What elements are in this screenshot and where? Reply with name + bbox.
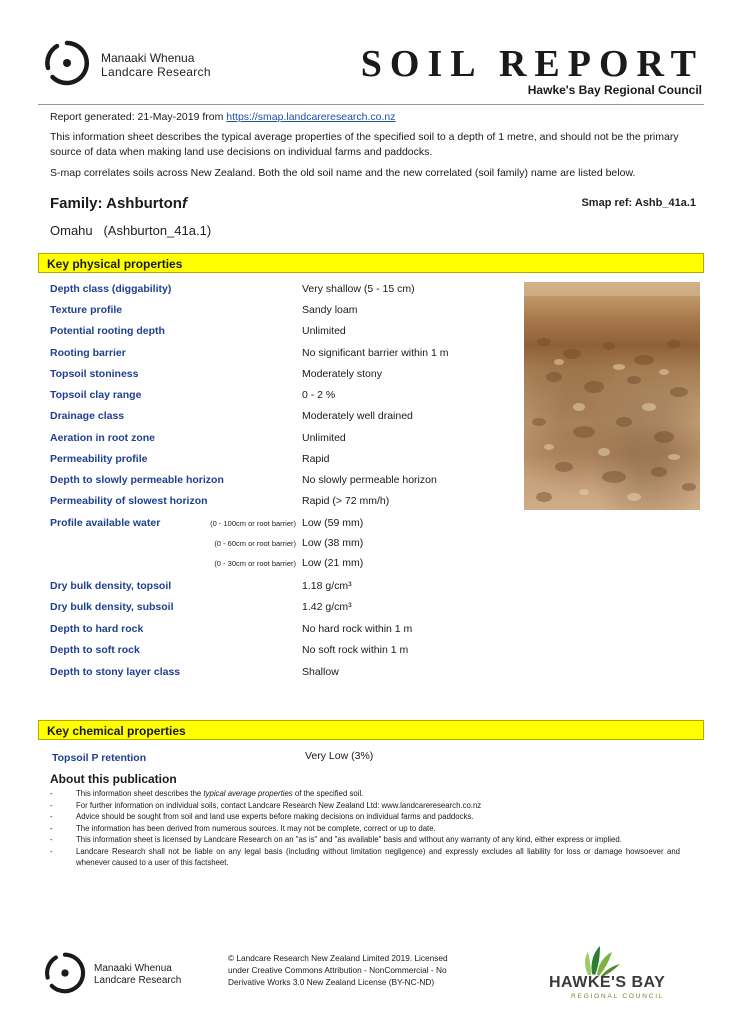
prop-label: Texture profile — [50, 304, 123, 316]
soil-name: Omahu (Ashburton_41a.1) — [50, 223, 212, 238]
license-line-2: under Creative Commons Attribution - NonCommercial - No — [228, 965, 447, 975]
smap-note: S-map correlates soils across New Zealand. Both the old soil name and the new correlated (soil family) name are listed below. — [50, 167, 636, 179]
license-line-3: Derivative Works 3.0 New Zealand License (BY-NC-ND) — [228, 977, 435, 987]
paw-value: Low (21 mm) — [302, 557, 364, 569]
prop-value: Moderately well drained — [302, 410, 413, 422]
prop-value: Very shallow (5 - 15 cm) — [302, 283, 415, 295]
prop-label: Depth to soft rock — [50, 644, 140, 656]
prop-value: 0 - 2 % — [302, 389, 336, 401]
smap-link[interactable]: https://smap.landcareresearch.co.nz — [226, 111, 396, 123]
list-item: - For further information on individual soils, contact Landcare Research New Zealand Ltd: www.landcareresearch.co.nz — [50, 800, 680, 812]
prop-value: 1.42 g/cm³ — [302, 601, 352, 613]
list-item: - Landcare Research shall not be liable on any legal basis (including without limitation negligence) and expressly excludes all liability for loss or damage howsoever and whenever caused to a user of this factsheet. — [50, 846, 680, 869]
prop-label: Rooting barrier — [50, 347, 126, 359]
about-list — [50, 788, 680, 869]
prop-value: Rapid (> 72 mm/h) — [302, 495, 390, 507]
brand-name — [101, 51, 211, 79]
brand-line-2: Landcare Research — [101, 65, 211, 79]
about-b1-em: typical average properties — [203, 789, 293, 798]
prop-value: 1.18 g/cm³ — [302, 580, 352, 592]
footer-manaaki-whenua-logo-icon — [44, 952, 86, 994]
license-text — [228, 952, 458, 988]
prop-value: Sandy loam — [302, 304, 358, 316]
family-label: Family: Ashburton — [50, 195, 182, 212]
prop-label: Depth class (diggability) — [50, 283, 172, 295]
prop-label: Depth to slowly permeable horizon — [50, 474, 224, 486]
soil-texture-overlay — [524, 282, 700, 510]
prop-label: Dry bulk density, subsoil — [50, 601, 174, 613]
family-suffix: f — [181, 195, 187, 212]
prop-value: No slowly permeable horizon — [302, 474, 437, 486]
prop-label: Depth to hard rock — [50, 623, 144, 635]
prop-value: No soft rock within 1 m — [302, 644, 409, 656]
report-generated-text: Report generated: 21-May-2019 from — [50, 111, 227, 123]
header-divider — [38, 104, 704, 105]
prop-label: Depth to stony layer class — [50, 666, 181, 678]
hawkes-bay-name: HAWKE'S BAY — [549, 974, 666, 991]
paw-value: Low (38 mm) — [302, 537, 364, 549]
footer-brand-line-1: Manaaki Whenua — [94, 963, 172, 974]
prop-value: Unlimited — [302, 325, 346, 337]
paw-range: (0 - 100cm or root barrier) — [210, 519, 296, 528]
about-b1-post: of the specified soil. — [292, 789, 364, 798]
list-item: - The information has been derived from numerous sources. It may not be complete, correct or up to date. — [50, 823, 680, 835]
brand-line-1: Manaaki Whenua — [101, 51, 195, 65]
report-title: SOIL REPORT — [360, 43, 704, 85]
prop-value: Rapid — [302, 453, 330, 465]
prop-label: Topsoil stoniness — [50, 368, 139, 380]
paw-value: Low (59 mm) — [302, 517, 364, 529]
prop-label: Potential rooting depth — [50, 325, 165, 337]
physical-properties-heading: Key physical properties — [38, 253, 704, 273]
about-title: About this publication — [50, 772, 177, 786]
paw-range: (0 - 30cm or root barrier) — [214, 559, 296, 568]
council-name: Hawke's Bay Regional Council — [527, 83, 702, 97]
prop-value: No hard rock within 1 m — [302, 623, 413, 635]
list-item — [50, 788, 680, 800]
footer-brand-name — [94, 963, 181, 987]
prop-label: Aeration in root zone — [50, 432, 155, 444]
prop-value: Moderately stony — [302, 368, 382, 380]
prop-label: Permeability profile — [50, 453, 148, 465]
prop-label: Dry bulk density, topsoil — [50, 580, 172, 592]
list-item: - Advice should be sought from soil and land use experts before making decisions on individual farms and paddocks. — [50, 811, 680, 823]
hawkes-bay-subtitle: REGIONAL COUNCIL — [571, 993, 665, 1000]
intro-description: This information sheet describes the typical average properties of the specified soil to a depth of 1 metre, and should not be the primary source of data when making land use decisions on individual farms and paddocks. — [50, 131, 679, 158]
about-b1-pre: This information sheet describes the — [76, 789, 204, 798]
prop-value: Unlimited — [302, 432, 346, 444]
paw-label: Profile available water — [50, 517, 161, 529]
paw-range: (0 - 60cm or root barrier) — [214, 539, 296, 548]
family-title — [50, 195, 187, 212]
soil-profile-photo — [524, 282, 700, 510]
footer-brand-line-2: Landcare Research — [94, 975, 182, 986]
manaaki-whenua-logo-icon — [44, 40, 90, 86]
prop-value: No significant barrier within 1 m — [302, 347, 449, 359]
prop-label: Topsoil clay range — [50, 389, 142, 401]
license-line-1: © Landcare Research New Zealand Limited 2019. Licensed — [228, 953, 448, 963]
prop-label: Topsoil P retention — [52, 752, 147, 764]
list-item: - This information sheet is licensed by Landcare Research on an "as is" and "as available" basis and without any warranty of any kind, either express or implied. — [50, 834, 680, 846]
chemical-properties-heading: Key chemical properties — [38, 720, 704, 740]
report-generated — [50, 110, 690, 125]
prop-label: Permeability of slowest horizon — [50, 495, 208, 507]
smap-ref: Smap ref: Ashb_41a.1 — [581, 197, 696, 209]
prop-value: Very Low (3%) — [305, 750, 374, 762]
prop-value: Shallow — [302, 666, 339, 678]
prop-label: Drainage class — [50, 410, 125, 422]
